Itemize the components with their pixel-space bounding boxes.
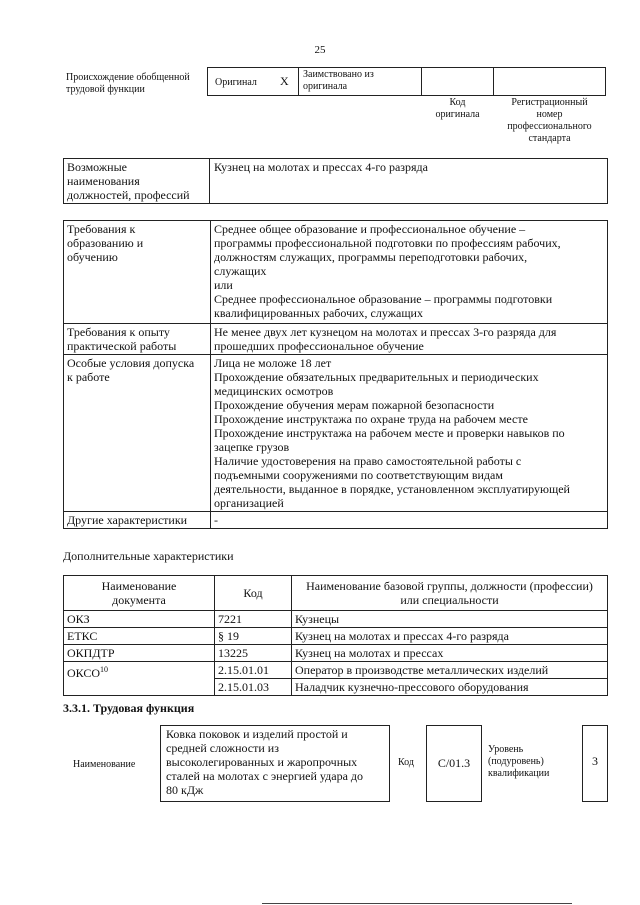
col-header-name: Наименование базовой группы, должности (профессии) или специальности xyxy=(292,576,608,611)
footnote-ref: 10 xyxy=(100,665,109,674)
col-header-document: Наименование документа xyxy=(64,576,215,611)
origin-borrowed-label: Заимствовано из оригинала xyxy=(303,69,374,92)
origin-mark: X xyxy=(280,74,289,88)
origin-reg-caption: Регистрационный номер профессионального стандарта xyxy=(507,97,592,144)
origin-reg-cell xyxy=(493,67,606,96)
function-code-value: C/01.3 xyxy=(426,725,482,802)
col-header-code: Код xyxy=(215,576,292,611)
cell-name: Кузнецы xyxy=(292,611,608,628)
cell-code: 13225 xyxy=(215,645,292,662)
education-label: Требования к образованию и обучению xyxy=(64,221,211,324)
positions-value: Кузнец на молотах и прессах 4-го разряда xyxy=(214,160,428,174)
additional-table xyxy=(63,575,608,696)
cell-code: § 19 xyxy=(215,628,292,645)
additional-heading: Дополнительные характеристики xyxy=(63,549,234,563)
origin-code-caption: Код оригинала xyxy=(435,97,480,120)
origin-label: Происхождение обобщенной трудовой функции xyxy=(66,72,190,95)
cell-name: Кузнец на молотах и прессах 4-го разряда xyxy=(292,628,608,645)
cell-name: Наладчик кузнечно-прессового оборудования xyxy=(292,679,608,696)
table-row xyxy=(64,355,608,512)
origin-code-cell xyxy=(421,67,494,96)
function-level-value: 3 xyxy=(582,725,608,802)
cell-code: 2.15.01.03 xyxy=(215,679,292,696)
cell-name: Кузнец на молотах и прессах xyxy=(292,645,608,662)
function-name-value: Ковка поковок и изделий простой и средней сложности из высоколегированных и жаропрочных сталей на молотах с энергией удара до 80 кДж xyxy=(160,725,390,802)
experience-value: Не менее двух лет кузнецом на молотах и прессах 3-го разряда для прошедших профессиональное обучение xyxy=(211,324,608,355)
origin-original-label: Оригинал xyxy=(215,77,257,88)
cell-doc: ОКСО$^{10}$ xyxy=(64,662,215,696)
experience-label: Требования к опыту практической работы xyxy=(64,324,211,355)
table-row xyxy=(64,221,608,324)
cell-doc: ЕТКС xyxy=(64,628,215,645)
table-row xyxy=(64,512,608,529)
bottom-rule xyxy=(262,903,572,904)
function-level-label: Уровень (подуровень) квалификации xyxy=(488,744,550,779)
table-row xyxy=(64,628,608,645)
special-value: Лица не моложе 18 лет Прохождение обязательных предварительных и периодических медицинских осмотров Прохождение обучения мерам пожарной безопасности Прохождение инструктажа по охране труда на рабочем месте Прохождение инструктажа на рабочем месте и проверки навыков по зацепке грузов Наличие удостоверения на право самостоятельной работы с подъемными сооружениями по соответствующим видам деятельности, выданное в порядке, установленном эксплуатирующей организацией xyxy=(211,355,608,512)
other-label: Другие характеристики xyxy=(64,512,211,529)
table-row xyxy=(64,645,608,662)
page-number: 25 xyxy=(314,44,326,56)
cell-doc: ОКЗ xyxy=(64,611,215,628)
table-row xyxy=(64,611,608,628)
function-code-label: Код xyxy=(398,757,414,768)
function-name-label: Наименование xyxy=(73,759,136,770)
special-label: Особые условия допуска к работе xyxy=(64,355,211,512)
other-value: - xyxy=(211,512,608,529)
table-row xyxy=(64,662,608,679)
education-value: Среднее общее образование и профессиональное обучение – программы профессиональной подготовки по профессиям рабочих, должностям служащих, программы переподготовки рабочих, служащих или Среднее профессиональное образование – программы подготовки квалифицированных рабочих, служащих xyxy=(211,221,608,324)
requirements-table xyxy=(63,220,608,529)
function-heading: 3.3.1. Трудовая функция xyxy=(63,701,195,715)
cell-code: 2.15.01.01 xyxy=(215,662,292,679)
cell-doc: ОКПДТР xyxy=(64,645,215,662)
table-row xyxy=(64,324,608,355)
table-row xyxy=(64,576,608,611)
cell-code: 7221 xyxy=(215,611,292,628)
cell-name: Оператор в производстве металлических изделий xyxy=(292,662,608,679)
positions-label: Возможные наименования должностей, профессий xyxy=(67,160,190,202)
